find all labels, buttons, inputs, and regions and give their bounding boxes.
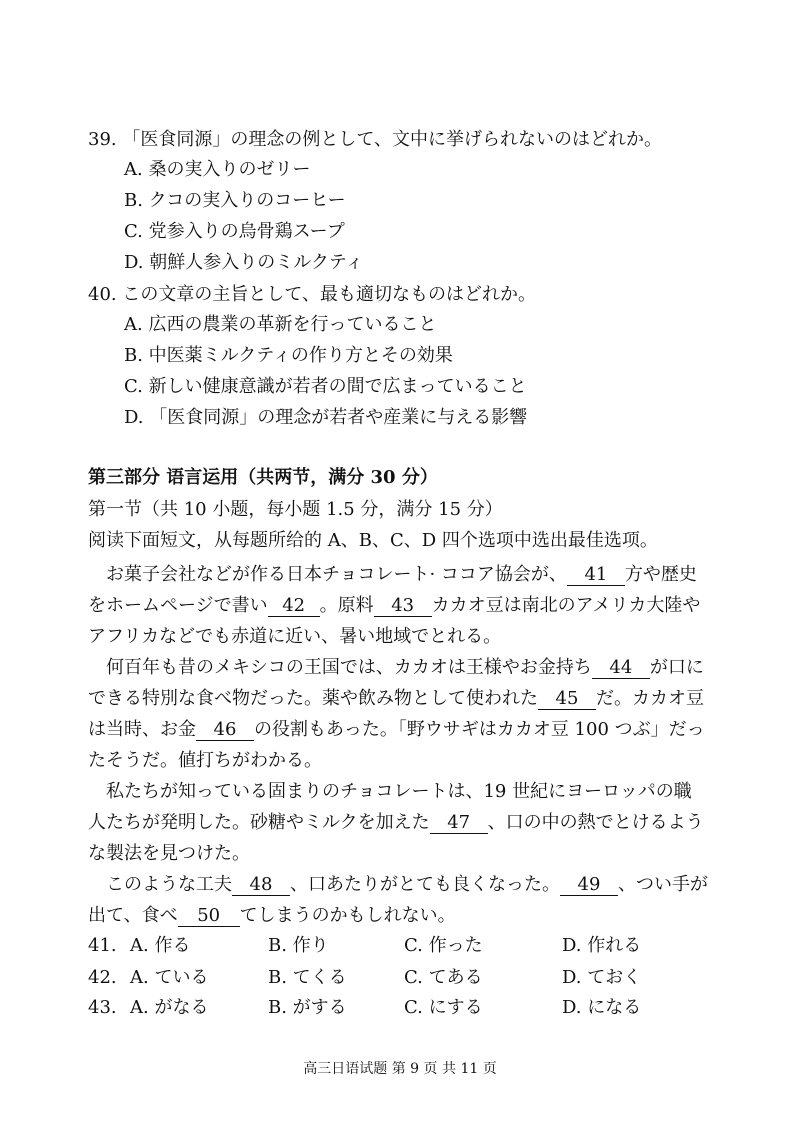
answer-option-d: D. になる — [562, 997, 642, 1018]
passage-line-1: お菓子会社などが作る日本チョコレート· ココア協会が、 41 方や歴史 — [106, 564, 697, 585]
q39-option-b: B. クコの実入りのコーヒー — [124, 190, 346, 211]
passage-line-3: アフリカなどでも赤道に近い、暑い地域でとれる。 — [88, 626, 502, 647]
answer-option-d: D. 作れる — [562, 935, 642, 956]
passage-line-10: な製法を見つけた。 — [88, 843, 250, 864]
passage-line-11: このような工夫 48 、口あたりがとても良くなった。 49 、つい手が — [106, 874, 708, 895]
q40-option-d: D. 「医食同源」の理念が若者や産業に与える影響 — [124, 407, 528, 428]
q40-option-a: A. 広西の農業の革新を行っていること — [124, 314, 437, 335]
section3-instruction: 阅读下面短文，从每题所给的 A、B、C、D 四个选项中选出最佳选项。 — [88, 530, 658, 551]
passage-line-6: は当時、お金 46 の役割もあった。「野ウサギはカカオ豆 100 つぶ」だっ — [88, 719, 705, 740]
q39-stem: 39. 「医食同源」の理念の例として、文中に挙げられないのはどれか。 — [88, 129, 662, 150]
section3-subheading: 第一节（共 10 小题，每小题 1.5 分，满分 15 分） — [88, 499, 503, 520]
blank-45: 45 — [538, 689, 596, 710]
answer-number: 41. — [88, 935, 117, 956]
blank-41: 41 — [567, 565, 625, 586]
answer-option-a: A. ている — [130, 967, 209, 988]
q40-option-b: B. 中医薬ミルクティの作り方とその効果 — [124, 345, 453, 366]
passage-line-2: をホームページで書い 42 。原料 43 カカオ豆は南北のアメリカ大陸や — [88, 595, 701, 616]
section3-heading: 第三部分 语言运用（共两节，满分 30 分） — [88, 467, 438, 488]
q40-stem: 40. この文章の主旨として、最も適切なものはどれか。 — [88, 284, 536, 305]
blank-50: 50 — [178, 906, 240, 927]
q39-option-a: A. 桑の実入りのゼリー — [124, 159, 311, 180]
passage-line-4: 何百年も昔のメキシコの王国では、カカオは王様やお金持ち 44 が口に — [106, 657, 704, 678]
passage-line-8: 私たちが知っている固まりのチョコレートは、19 世紀にヨーロッパの職 — [106, 781, 692, 802]
blank-49: 49 — [560, 875, 618, 896]
answer-option-c: C. てある — [404, 967, 483, 988]
passage-line-7: たそうだ。値打ちがわかる。 — [88, 750, 322, 771]
answer-option-b: B. 作り — [268, 935, 329, 956]
answer-option-b: B. がする — [268, 997, 347, 1018]
passage-line-9: 人たちが発明した。砂糖やミルクを加えた 47 、口の中の熱でとけるよう — [88, 812, 704, 833]
answer-option-a: A. 作る — [130, 935, 191, 956]
passage-line-5: できる特別な食べ物だった。薬や飲み物として使われた 45 だ。カカオ豆 — [88, 688, 704, 709]
q39-option-d: D. 朝鮮人参入りのミルクティ — [124, 252, 364, 273]
page-footer: 高三日语试题 第 9 页 共 11 页 — [303, 1061, 497, 1077]
q40-option-c: C. 新しい健康意識が若者の間で広まっていること — [124, 376, 527, 397]
blank-48: 48 — [232, 875, 290, 896]
answer-number: 43. — [88, 997, 117, 1018]
blank-42: 42 — [268, 596, 320, 617]
blank-44: 44 — [592, 658, 650, 679]
answer-option-b: B. てくる — [268, 967, 347, 988]
answer-option-c: C. にする — [404, 997, 483, 1018]
blank-47: 47 — [430, 813, 488, 834]
answer-option-c: C. 作った — [404, 935, 483, 956]
answer-option-d: D. ておく — [562, 967, 642, 988]
answer-option-a: A. がなる — [130, 997, 209, 1018]
blank-46: 46 — [196, 720, 254, 741]
q39-option-c: C. 党参入りの烏骨鶏スープ — [124, 221, 345, 242]
blank-43: 43 — [374, 596, 432, 617]
answer-number: 42. — [88, 967, 117, 988]
passage-line-12: 出て、食べ 50 てしまうのかもしれない。 — [88, 905, 456, 926]
